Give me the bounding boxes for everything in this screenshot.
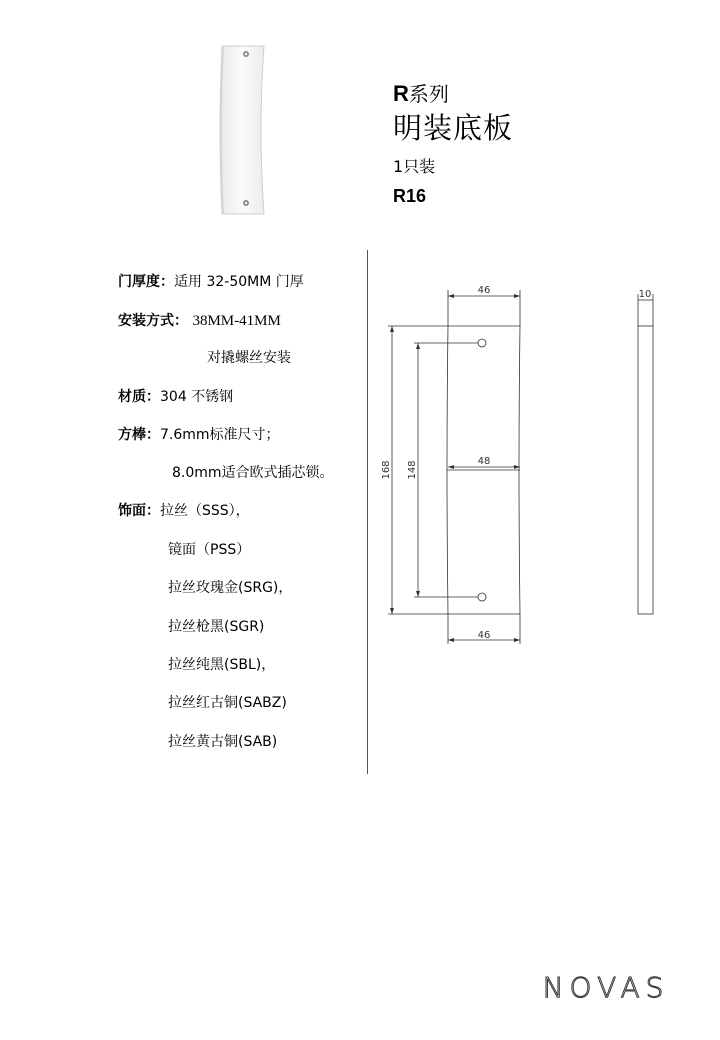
finish-option: 拉丝枪黑(SGR) xyxy=(168,619,265,635)
dim-top-width: 46 xyxy=(477,285,491,296)
brand-name: NOVAS xyxy=(542,971,670,1004)
screw-hole-bottom xyxy=(478,593,486,601)
technical-drawing xyxy=(378,280,668,650)
finish-option: 拉丝纯黑(SBL)， xyxy=(168,657,276,673)
spec-finish xyxy=(118,500,250,520)
finish-option: 拉丝玫瑰金(SRG)， xyxy=(168,580,293,596)
column-divider xyxy=(367,250,368,774)
dim-thickness: 10 xyxy=(638,289,652,300)
spec-value: 304 不锈钢 xyxy=(160,389,234,405)
series-title xyxy=(393,78,449,107)
spec-value: 适用 32-50MM 门厚 xyxy=(174,274,304,290)
spec-label: 方棒： xyxy=(118,427,160,443)
spec-spindle-alt: 8.0mm适合欧式插芯锁。 xyxy=(172,465,334,481)
dim-bottom-width: 46 xyxy=(477,630,491,641)
product-name: 明装底板 xyxy=(393,111,514,145)
model-code: R16 xyxy=(393,186,427,206)
screw-hole-top xyxy=(478,339,486,347)
spec-value: 38MM-41MM xyxy=(192,313,281,329)
dim-middle-width: 48 xyxy=(477,456,491,467)
dim-total-height: 168 xyxy=(381,460,392,480)
spec-label: 安装方式： xyxy=(118,313,188,329)
plate-side-outline xyxy=(638,326,653,614)
spec-spindle xyxy=(118,424,280,444)
novas-logo xyxy=(536,966,676,1006)
finish-option: 拉丝黄古铜(SAB) xyxy=(168,734,278,750)
finish-option: 拉丝红古铜(SABZ) xyxy=(168,695,287,711)
dim-hole-spacing: 148 xyxy=(407,460,418,480)
spec-door-thickness xyxy=(118,271,304,291)
spec-material xyxy=(118,386,233,406)
series-letter: R xyxy=(393,81,409,106)
spec-label: 门厚度： xyxy=(118,274,174,290)
spec-installation xyxy=(118,310,281,330)
finish-option: 拉丝（SSS）， xyxy=(160,503,250,519)
finish-option: 镜面（PSS） xyxy=(168,542,251,558)
product-photo xyxy=(208,40,278,220)
pack-quantity: 1只装 xyxy=(393,157,436,176)
spec-installation-method: 对撬螺丝安装 xyxy=(207,350,291,366)
spec-label: 饰面： xyxy=(118,503,160,519)
series-suffix: 系列 xyxy=(408,82,449,106)
spec-label: 材质： xyxy=(118,389,160,405)
spec-value: 7.6mm标准尺寸； xyxy=(160,427,280,443)
